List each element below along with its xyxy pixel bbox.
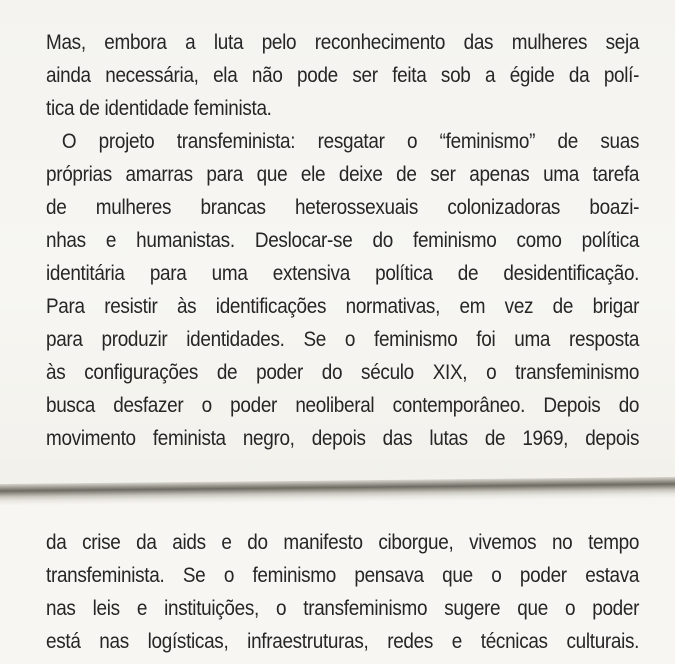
lower-text-block: [46, 526, 639, 658]
text-line: Para resistir às identificações normativas, em vez de brigar: [46, 294, 640, 318]
text-line: próprias amarras para que ele deixe de ser apenas uma tarefa: [46, 162, 640, 186]
text-line: O projeto transfeminista: resgatar o “feminismo” de suas: [61, 129, 640, 153]
paragraph-continued: [46, 526, 639, 658]
text-line: busca desfazer o poder neoliberal contemporâneo. Depois do: [46, 393, 640, 417]
text-line: movimento feminista negro, depois das lutas de 1969, depois: [46, 426, 640, 450]
text-line: está nas logísticas, infraestruturas, redes e técnicas culturais.: [46, 629, 640, 653]
paragraph-2: [46, 125, 639, 455]
text-line: nas leis e instituições, o transfeminismo sugere que o poder: [46, 596, 640, 620]
text-line: identitária para uma extensiva política de desidentificação.: [46, 261, 640, 285]
text-line: ainda necessária, ela não pode ser feita sob a égide da polí-: [46, 63, 640, 87]
text-line: de mulheres brancas heterossexuais colonizadoras boazi-: [46, 195, 640, 219]
text-line: tica de identidade feminista.: [46, 96, 272, 120]
text-line: da crise da aids e do manifesto ciborgue, vivemos no tempo: [46, 530, 640, 554]
text-line: para produzir identidades. Se o feminismo foi uma resposta: [46, 327, 640, 351]
text-line: Mas, embora a luta pelo reconhecimento das mulheres seja: [46, 30, 640, 54]
text-line: às configurações de poder do século XIX, o transfeminismo: [46, 360, 640, 384]
text-line: nhas e humanistas. Deslocar-se do feminismo como política: [46, 228, 640, 252]
upper-text-block: [46, 26, 639, 455]
paragraph-1: [46, 26, 639, 125]
text-line: transfeminista. Se o feminismo pensava que o poder estava: [46, 563, 640, 587]
